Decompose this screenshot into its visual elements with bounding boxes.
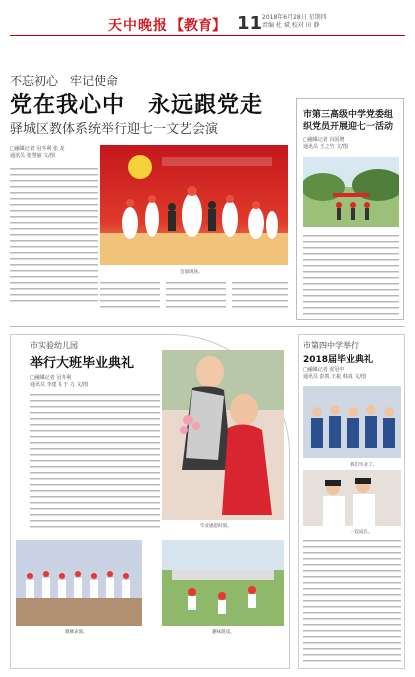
date: 2018年6月28日 星期四 (262, 14, 327, 21)
school-four-photo-top (303, 386, 401, 458)
school-four-body (303, 538, 401, 666)
lead-photo-caption: 会演现场。 (180, 270, 203, 275)
school-four-kicker: 市第四中学举行 (303, 341, 359, 350)
text-lines (232, 280, 288, 308)
text-lines (10, 166, 98, 302)
mother-child-image (162, 350, 284, 520)
lead-kicker: 不忘初心 牢记使命 (10, 74, 119, 88)
editors: 责编 杜 斌 校对 田 静 (262, 22, 320, 29)
children-dance-image (16, 540, 142, 626)
kindergarten-headline: 举行大班毕业典礼 (30, 356, 135, 371)
dateline (262, 14, 382, 30)
section-label: 【教育】 (170, 18, 226, 34)
lead-headline: 党在我心中 永远跟党走 (10, 93, 264, 118)
kindergarten-left-caption: 歌舞表演。 (65, 630, 88, 635)
kindergarten-main-photo (162, 350, 284, 520)
sidebar-story-body (303, 233, 399, 315)
masthead-rule (10, 35, 405, 36)
school-four-byline: □融媒记者 张冠中 通讯员 彭凯 王振 韩真 文/图 (303, 367, 367, 380)
sidebar-story-headline: 市第三高级中学党委组织党员开展迎七一活动 (303, 110, 394, 132)
school-four-photo-bottom (303, 470, 401, 526)
section-divider (10, 326, 405, 327)
kindergarten-kicker: 市实验幼儿园 (30, 341, 78, 350)
graduates-image (303, 386, 401, 458)
lead-byline: □融媒记者 冠冬利 张 龙 通讯员 张慧丽 文/图 (10, 146, 65, 159)
lead-body-col4 (232, 280, 288, 308)
sidebar-story-byline: □融媒记者 冯国增 通讯员 王之竹 文/图 (303, 137, 348, 150)
sidebar-story-box (296, 98, 404, 320)
outdoor-activity-image (303, 157, 399, 227)
kindergarten-main-caption: 毕业感恩时刻。 (200, 524, 232, 529)
playground-game-image (162, 540, 284, 626)
lead-body-col2 (100, 280, 160, 308)
students-embrace-image (303, 470, 401, 526)
kindergarten-byline: □融媒记者 冠冬利 通讯员 李建飞 于 力 文/图 (30, 375, 89, 388)
sidebar-story-photo (303, 157, 399, 227)
school-four-caption2: 一起成长。 (350, 530, 373, 535)
lead-photo (100, 145, 288, 265)
school-four-caption1: 我们毕业了。 (350, 463, 377, 468)
school-four-headline: 2018届毕业典礼 (303, 355, 374, 365)
kindergarten-game-photo (162, 540, 284, 626)
page-number: 11 (237, 13, 263, 34)
lead-body-col3 (166, 280, 226, 308)
lead-subhead: 驿城区教体系统举行迎七一文艺会演 (10, 122, 219, 137)
text-lines (30, 392, 160, 532)
kindergarten-dance-photo (16, 540, 142, 626)
kindergarten-right-caption: 趣味游戏。 (212, 630, 235, 635)
kindergarten-body (30, 392, 160, 532)
stage-performance-image (100, 145, 288, 265)
lead-body-col1 (10, 166, 98, 302)
masthead-logo: 天中晚报 (108, 18, 168, 34)
